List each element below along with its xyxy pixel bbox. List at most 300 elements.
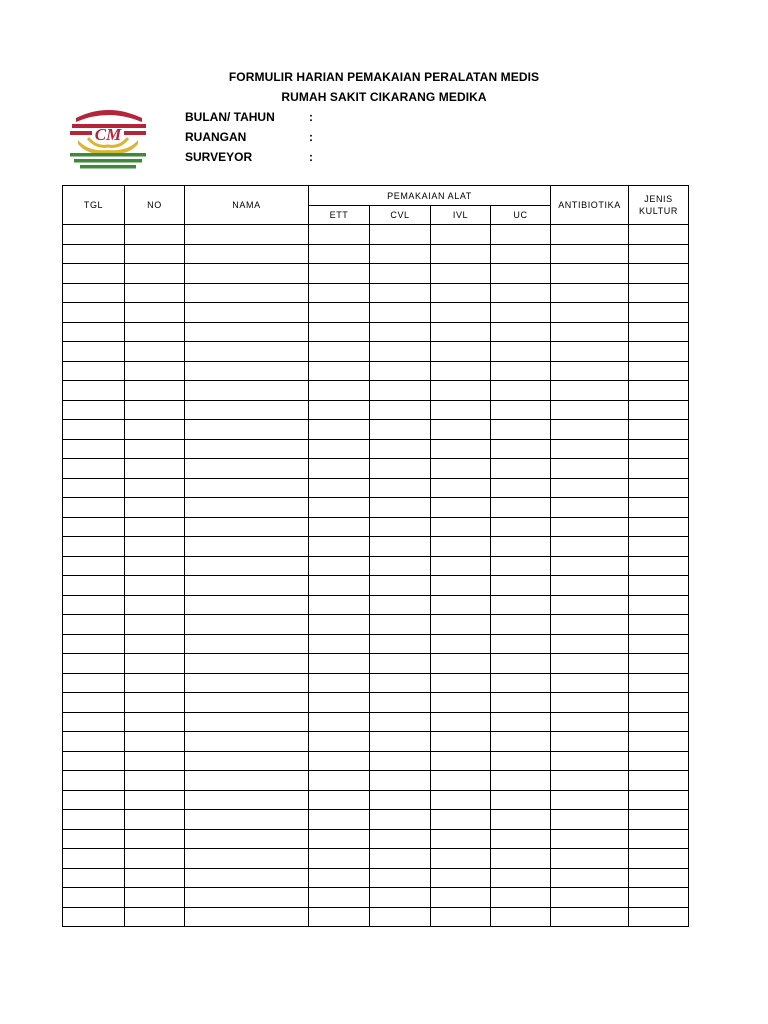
cell-ivl[interactable] [431,693,491,713]
cell-antibiotika[interactable] [551,478,629,498]
cell-ett[interactable] [309,654,370,674]
cell-ett[interactable] [309,361,370,381]
cell-ett[interactable] [309,810,370,830]
cell-jenis-kultur[interactable] [629,751,689,771]
cell-tgl[interactable] [63,264,125,284]
cell-uc[interactable] [491,244,551,264]
cell-ett[interactable] [309,381,370,401]
cell-uc[interactable] [491,225,551,245]
cell-nama[interactable] [185,693,309,713]
cell-antibiotika[interactable] [551,322,629,342]
cell-tgl[interactable] [63,673,125,693]
cell-uc[interactable] [491,712,551,732]
cell-ett[interactable] [309,751,370,771]
cell-uc[interactable] [491,517,551,537]
cell-tgl[interactable] [63,654,125,674]
cell-nama[interactable] [185,225,309,245]
cell-ett[interactable] [309,283,370,303]
cell-tgl[interactable] [63,303,125,323]
cell-antibiotika[interactable] [551,361,629,381]
cell-ett[interactable] [309,673,370,693]
cell-no[interactable] [125,498,185,518]
cell-no[interactable] [125,790,185,810]
cell-jenis-kultur[interactable] [629,420,689,440]
cell-ivl[interactable] [431,907,491,927]
cell-ivl[interactable] [431,556,491,576]
cell-tgl[interactable] [63,829,125,849]
cell-uc[interactable] [491,732,551,752]
cell-antibiotika[interactable] [551,225,629,245]
cell-cvl[interactable] [370,654,431,674]
cell-jenis-kultur[interactable] [629,810,689,830]
cell-cvl[interactable] [370,498,431,518]
cell-uc[interactable] [491,537,551,557]
cell-antibiotika[interactable] [551,439,629,459]
cell-antibiotika[interactable] [551,888,629,908]
cell-uc[interactable] [491,576,551,596]
cell-cvl[interactable] [370,342,431,362]
cell-uc[interactable] [491,907,551,927]
cell-nama[interactable] [185,400,309,420]
cell-no[interactable] [125,868,185,888]
cell-ett[interactable] [309,556,370,576]
cell-ett[interactable] [309,576,370,596]
cell-tgl[interactable] [63,459,125,479]
cell-antibiotika[interactable] [551,556,629,576]
cell-no[interactable] [125,712,185,732]
cell-uc[interactable] [491,381,551,401]
cell-no[interactable] [125,342,185,362]
cell-cvl[interactable] [370,634,431,654]
cell-cvl[interactable] [370,225,431,245]
cell-ivl[interactable] [431,322,491,342]
cell-no[interactable] [125,303,185,323]
cell-ett[interactable] [309,342,370,362]
cell-tgl[interactable] [63,790,125,810]
cell-antibiotika[interactable] [551,244,629,264]
cell-antibiotika[interactable] [551,303,629,323]
cell-cvl[interactable] [370,595,431,615]
cell-no[interactable] [125,459,185,479]
cell-no[interactable] [125,751,185,771]
cell-uc[interactable] [491,868,551,888]
cell-tgl[interactable] [63,849,125,869]
cell-ett[interactable] [309,849,370,869]
cell-ett[interactable] [309,400,370,420]
cell-uc[interactable] [491,478,551,498]
cell-antibiotika[interactable] [551,732,629,752]
cell-cvl[interactable] [370,244,431,264]
cell-tgl[interactable] [63,381,125,401]
cell-antibiotika[interactable] [551,634,629,654]
cell-jenis-kultur[interactable] [629,517,689,537]
cell-antibiotika[interactable] [551,381,629,401]
cell-tgl[interactable] [63,225,125,245]
cell-cvl[interactable] [370,673,431,693]
cell-no[interactable] [125,264,185,284]
cell-cvl[interactable] [370,849,431,869]
cell-nama[interactable] [185,654,309,674]
cell-nama[interactable] [185,264,309,284]
cell-ett[interactable] [309,420,370,440]
cell-ett[interactable] [309,537,370,557]
cell-tgl[interactable] [63,322,125,342]
cell-nama[interactable] [185,459,309,479]
cell-antibiotika[interactable] [551,615,629,635]
cell-jenis-kultur[interactable] [629,712,689,732]
cell-ett[interactable] [309,771,370,791]
cell-nama[interactable] [185,303,309,323]
cell-nama[interactable] [185,556,309,576]
cell-nama[interactable] [185,751,309,771]
cell-ett[interactable] [309,322,370,342]
cell-nama[interactable] [185,712,309,732]
cell-nama[interactable] [185,810,309,830]
cell-nama[interactable] [185,888,309,908]
cell-antibiotika[interactable] [551,907,629,927]
cell-ivl[interactable] [431,381,491,401]
cell-ivl[interactable] [431,829,491,849]
cell-ett[interactable] [309,829,370,849]
cell-cvl[interactable] [370,771,431,791]
cell-uc[interactable] [491,673,551,693]
cell-ivl[interactable] [431,732,491,752]
cell-ivl[interactable] [431,420,491,440]
cell-ett[interactable] [309,888,370,908]
cell-jenis-kultur[interactable] [629,264,689,284]
cell-tgl[interactable] [63,595,125,615]
cell-tgl[interactable] [63,283,125,303]
cell-ivl[interactable] [431,654,491,674]
cell-antibiotika[interactable] [551,868,629,888]
cell-uc[interactable] [491,322,551,342]
cell-ivl[interactable] [431,342,491,362]
cell-antibiotika[interactable] [551,342,629,362]
cell-ett[interactable] [309,634,370,654]
cell-uc[interactable] [491,342,551,362]
cell-ivl[interactable] [431,615,491,635]
cell-tgl[interactable] [63,498,125,518]
cell-ivl[interactable] [431,303,491,323]
cell-uc[interactable] [491,400,551,420]
cell-uc[interactable] [491,615,551,635]
cell-no[interactable] [125,654,185,674]
cell-nama[interactable] [185,732,309,752]
cell-cvl[interactable] [370,322,431,342]
cell-nama[interactable] [185,771,309,791]
cell-ett[interactable] [309,693,370,713]
cell-cvl[interactable] [370,576,431,596]
cell-ivl[interactable] [431,712,491,732]
cell-cvl[interactable] [370,361,431,381]
cell-ivl[interactable] [431,751,491,771]
cell-antibiotika[interactable] [551,693,629,713]
cell-tgl[interactable] [63,907,125,927]
cell-uc[interactable] [491,283,551,303]
cell-ivl[interactable] [431,634,491,654]
cell-antibiotika[interactable] [551,829,629,849]
cell-no[interactable] [125,361,185,381]
cell-ett[interactable] [309,478,370,498]
cell-jenis-kultur[interactable] [629,303,689,323]
cell-ivl[interactable] [431,868,491,888]
cell-jenis-kultur[interactable] [629,439,689,459]
cell-nama[interactable] [185,595,309,615]
cell-antibiotika[interactable] [551,283,629,303]
cell-tgl[interactable] [63,615,125,635]
cell-uc[interactable] [491,498,551,518]
cell-cvl[interactable] [370,400,431,420]
cell-no[interactable] [125,400,185,420]
cell-antibiotika[interactable] [551,751,629,771]
cell-cvl[interactable] [370,751,431,771]
cell-tgl[interactable] [63,400,125,420]
cell-ett[interactable] [309,712,370,732]
cell-no[interactable] [125,771,185,791]
cell-antibiotika[interactable] [551,517,629,537]
cell-antibiotika[interactable] [551,400,629,420]
cell-no[interactable] [125,810,185,830]
cell-nama[interactable] [185,634,309,654]
cell-nama[interactable] [185,244,309,264]
cell-ivl[interactable] [431,264,491,284]
cell-antibiotika[interactable] [551,537,629,557]
cell-jenis-kultur[interactable] [629,342,689,362]
cell-no[interactable] [125,225,185,245]
cell-no[interactable] [125,420,185,440]
cell-no[interactable] [125,673,185,693]
cell-jenis-kultur[interactable] [629,907,689,927]
cell-jenis-kultur[interactable] [629,361,689,381]
cell-uc[interactable] [491,693,551,713]
cell-antibiotika[interactable] [551,673,629,693]
cell-jenis-kultur[interactable] [629,732,689,752]
cell-antibiotika[interactable] [551,712,629,732]
cell-cvl[interactable] [370,732,431,752]
cell-nama[interactable] [185,907,309,927]
cell-uc[interactable] [491,595,551,615]
cell-cvl[interactable] [370,303,431,323]
cell-ivl[interactable] [431,576,491,596]
cell-antibiotika[interactable] [551,810,629,830]
cell-cvl[interactable] [370,810,431,830]
cell-nama[interactable] [185,576,309,596]
cell-cvl[interactable] [370,459,431,479]
cell-uc[interactable] [491,771,551,791]
cell-uc[interactable] [491,654,551,674]
cell-no[interactable] [125,634,185,654]
cell-ivl[interactable] [431,595,491,615]
cell-jenis-kultur[interactable] [629,654,689,674]
cell-ivl[interactable] [431,244,491,264]
cell-uc[interactable] [491,751,551,771]
cell-ett[interactable] [309,498,370,518]
cell-jenis-kultur[interactable] [629,400,689,420]
cell-nama[interactable] [185,498,309,518]
cell-nama[interactable] [185,615,309,635]
cell-no[interactable] [125,537,185,557]
cell-cvl[interactable] [370,829,431,849]
cell-ett[interactable] [309,595,370,615]
cell-tgl[interactable] [63,478,125,498]
cell-tgl[interactable] [63,576,125,596]
cell-ett[interactable] [309,459,370,479]
cell-ett[interactable] [309,790,370,810]
cell-no[interactable] [125,693,185,713]
cell-nama[interactable] [185,673,309,693]
cell-no[interactable] [125,595,185,615]
cell-nama[interactable] [185,361,309,381]
cell-jenis-kultur[interactable] [629,381,689,401]
cell-tgl[interactable] [63,537,125,557]
cell-ivl[interactable] [431,673,491,693]
cell-uc[interactable] [491,790,551,810]
cell-ett[interactable] [309,225,370,245]
cell-ivl[interactable] [431,498,491,518]
cell-cvl[interactable] [370,712,431,732]
cell-jenis-kultur[interactable] [629,829,689,849]
cell-jenis-kultur[interactable] [629,459,689,479]
cell-tgl[interactable] [63,556,125,576]
cell-nama[interactable] [185,439,309,459]
cell-jenis-kultur[interactable] [629,868,689,888]
cell-uc[interactable] [491,303,551,323]
cell-no[interactable] [125,517,185,537]
cell-ett[interactable] [309,732,370,752]
cell-tgl[interactable] [63,420,125,440]
cell-nama[interactable] [185,829,309,849]
cell-uc[interactable] [491,888,551,908]
cell-uc[interactable] [491,459,551,479]
cell-cvl[interactable] [370,556,431,576]
cell-jenis-kultur[interactable] [629,595,689,615]
cell-no[interactable] [125,244,185,264]
cell-no[interactable] [125,283,185,303]
cell-cvl[interactable] [370,517,431,537]
cell-nama[interactable] [185,478,309,498]
cell-tgl[interactable] [63,693,125,713]
cell-uc[interactable] [491,634,551,654]
cell-tgl[interactable] [63,517,125,537]
cell-nama[interactable] [185,868,309,888]
cell-cvl[interactable] [370,381,431,401]
cell-ivl[interactable] [431,400,491,420]
cell-nama[interactable] [185,537,309,557]
cell-tgl[interactable] [63,771,125,791]
cell-cvl[interactable] [370,283,431,303]
cell-jenis-kultur[interactable] [629,790,689,810]
cell-ivl[interactable] [431,517,491,537]
cell-ett[interactable] [309,439,370,459]
cell-antibiotika[interactable] [551,576,629,596]
cell-jenis-kultur[interactable] [629,225,689,245]
cell-cvl[interactable] [370,439,431,459]
cell-no[interactable] [125,907,185,927]
cell-no[interactable] [125,381,185,401]
cell-jenis-kultur[interactable] [629,498,689,518]
cell-no[interactable] [125,829,185,849]
cell-nama[interactable] [185,849,309,869]
cell-antibiotika[interactable] [551,498,629,518]
cell-jenis-kultur[interactable] [629,478,689,498]
cell-ivl[interactable] [431,283,491,303]
cell-tgl[interactable] [63,868,125,888]
cell-uc[interactable] [491,849,551,869]
cell-ivl[interactable] [431,810,491,830]
cell-cvl[interactable] [370,420,431,440]
cell-ett[interactable] [309,615,370,635]
cell-nama[interactable] [185,322,309,342]
cell-jenis-kultur[interactable] [629,771,689,791]
cell-no[interactable] [125,478,185,498]
cell-cvl[interactable] [370,693,431,713]
cell-antibiotika[interactable] [551,595,629,615]
cell-antibiotika[interactable] [551,420,629,440]
cell-cvl[interactable] [370,790,431,810]
cell-jenis-kultur[interactable] [629,849,689,869]
cell-ivl[interactable] [431,439,491,459]
cell-no[interactable] [125,556,185,576]
cell-jenis-kultur[interactable] [629,537,689,557]
cell-tgl[interactable] [63,712,125,732]
cell-no[interactable] [125,888,185,908]
cell-antibiotika[interactable] [551,264,629,284]
cell-no[interactable] [125,322,185,342]
cell-no[interactable] [125,615,185,635]
cell-uc[interactable] [491,264,551,284]
cell-ett[interactable] [309,868,370,888]
cell-jenis-kultur[interactable] [629,615,689,635]
cell-ivl[interactable] [431,225,491,245]
cell-uc[interactable] [491,556,551,576]
cell-tgl[interactable] [63,751,125,771]
cell-tgl[interactable] [63,361,125,381]
cell-cvl[interactable] [370,615,431,635]
cell-jenis-kultur[interactable] [629,673,689,693]
cell-antibiotika[interactable] [551,790,629,810]
cell-uc[interactable] [491,420,551,440]
cell-jenis-kultur[interactable] [629,634,689,654]
cell-cvl[interactable] [370,907,431,927]
cell-no[interactable] [125,439,185,459]
cell-no[interactable] [125,732,185,752]
cell-uc[interactable] [491,439,551,459]
cell-antibiotika[interactable] [551,654,629,674]
cell-uc[interactable] [491,810,551,830]
cell-tgl[interactable] [63,439,125,459]
cell-ivl[interactable] [431,361,491,381]
cell-no[interactable] [125,849,185,869]
cell-ett[interactable] [309,303,370,323]
cell-jenis-kultur[interactable] [629,888,689,908]
cell-ivl[interactable] [431,459,491,479]
cell-jenis-kultur[interactable] [629,576,689,596]
cell-nama[interactable] [185,381,309,401]
cell-jenis-kultur[interactable] [629,693,689,713]
cell-uc[interactable] [491,361,551,381]
cell-ett[interactable] [309,244,370,264]
cell-ivl[interactable] [431,888,491,908]
cell-tgl[interactable] [63,888,125,908]
cell-no[interactable] [125,576,185,596]
cell-cvl[interactable] [370,868,431,888]
cell-cvl[interactable] [370,264,431,284]
cell-ivl[interactable] [431,537,491,557]
cell-ivl[interactable] [431,790,491,810]
cell-cvl[interactable] [370,888,431,908]
cell-antibiotika[interactable] [551,849,629,869]
cell-tgl[interactable] [63,342,125,362]
